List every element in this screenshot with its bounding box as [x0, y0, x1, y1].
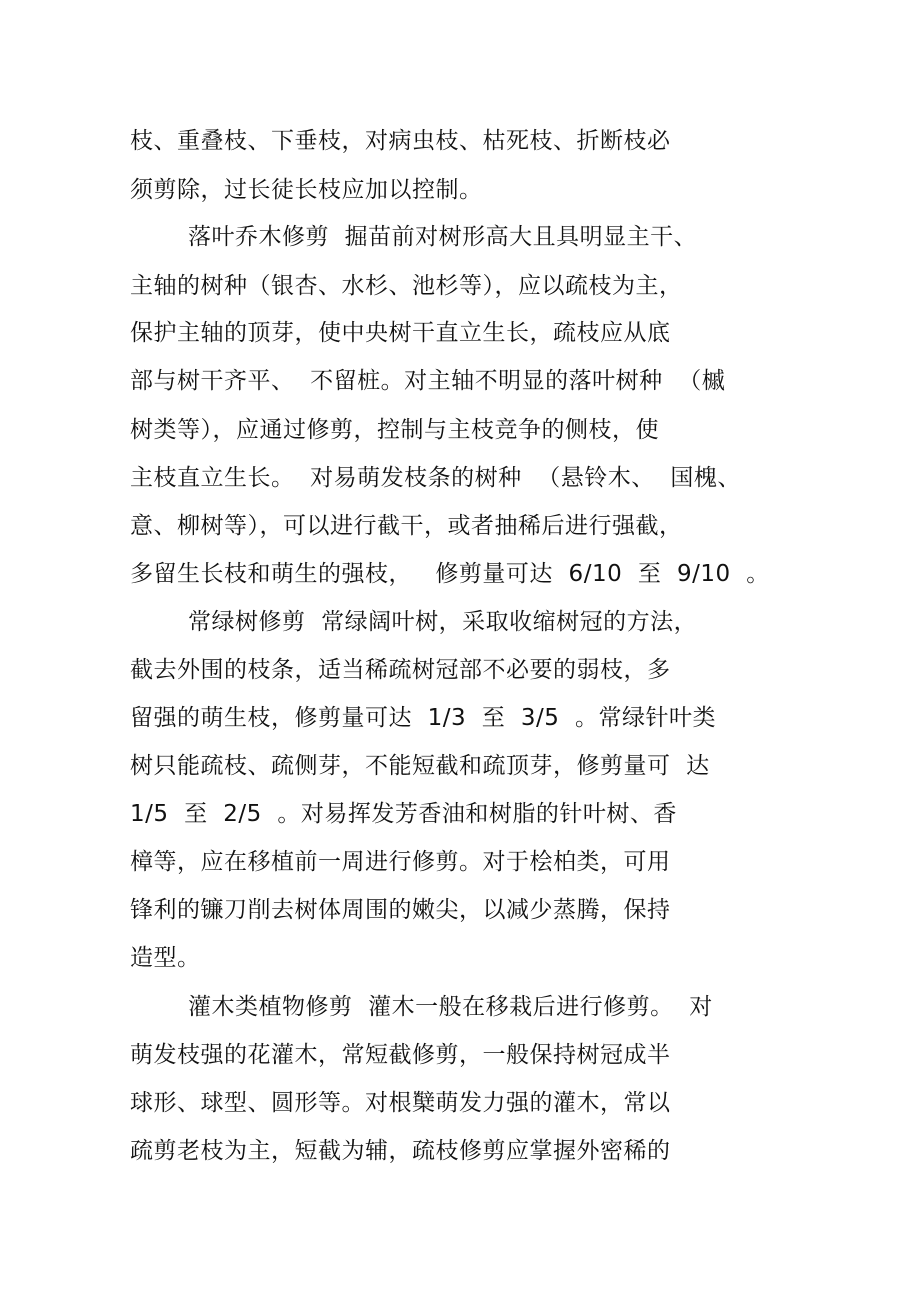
text-line: 树类等），应通过修剪，控制与主枝竞争的侧枝，使: [130, 417, 659, 443]
text-line: 球形、球型、圆形等。对根櫱萌发力强的灌木，常以: [130, 1090, 671, 1116]
text-line: 樟等，应在移植前一周进行修剪。对于桧柏类，可用: [130, 849, 671, 875]
text-line: 锋利的镰刀削去树体周围的嫩尖，以减少蒸腾，保持: [130, 897, 671, 923]
text-line: 意、柳树等），可以进行截干，或者抽稀后进行强截，: [130, 513, 683, 539]
text-line: 萌发枝强的花灌木，常短截修剪，一般保持树冠成半: [130, 1042, 671, 1068]
text-line: 保护主轴的顶芽，使中央树干直立生长，疏枝应从底: [130, 320, 671, 346]
paragraph-heading-line: 落叶乔木修剪 掘苗前对树形高大且具明显主干、: [188, 224, 698, 250]
text-line: 留强的萌生枝，修剪量可达 1/3 至 3/5 。常绿针叶类: [130, 705, 717, 731]
text-line: 1/5 至 2/5 。对易挥发芳香油和树脂的针叶树、香: [130, 801, 677, 827]
text-line: 疏剪老枝为主，短截为辅，疏枝修剪应掌握外密稀的: [130, 1138, 671, 1164]
text-line: 树只能疏枝、疏侧芽，不能短截和疏顶芽，修剪量可 达: [130, 753, 710, 779]
text-line: 截去外围的枝条，适当稀疏树冠部不必要的弱枝，多: [130, 657, 671, 683]
text-line: 造型。: [130, 945, 201, 971]
text-line: 主枝直立生长。 对易萌发枝条的树种 （悬铃木、 国槐、: [130, 465, 741, 491]
paragraph-heading-line: 灌木类植物修剪 灌木一般在移栽后进行修剪。 对: [188, 994, 713, 1020]
text-line: 枝、重叠枝、下垂枝，对病虫枝、枯死枝、折断枝必: [130, 128, 671, 154]
text-line: 多留生长枝和萌生的强枝， 修剪量可达 6/10 至 9/10 。: [130, 561, 770, 587]
paragraph-heading-line: 常绿树修剪 常绿阔叶树，采取收缩树冠的方法，: [188, 609, 698, 635]
text-line: 主轴的树种（银杏、水杉、池杉等），应以疏枝为主，: [130, 273, 683, 299]
text-line: 部与树干齐平、 不留桩。对主轴不明显的落叶树种 （槭: [130, 368, 726, 394]
text-line: 须剪除，过长徒长枝应加以控制。: [130, 177, 483, 203]
